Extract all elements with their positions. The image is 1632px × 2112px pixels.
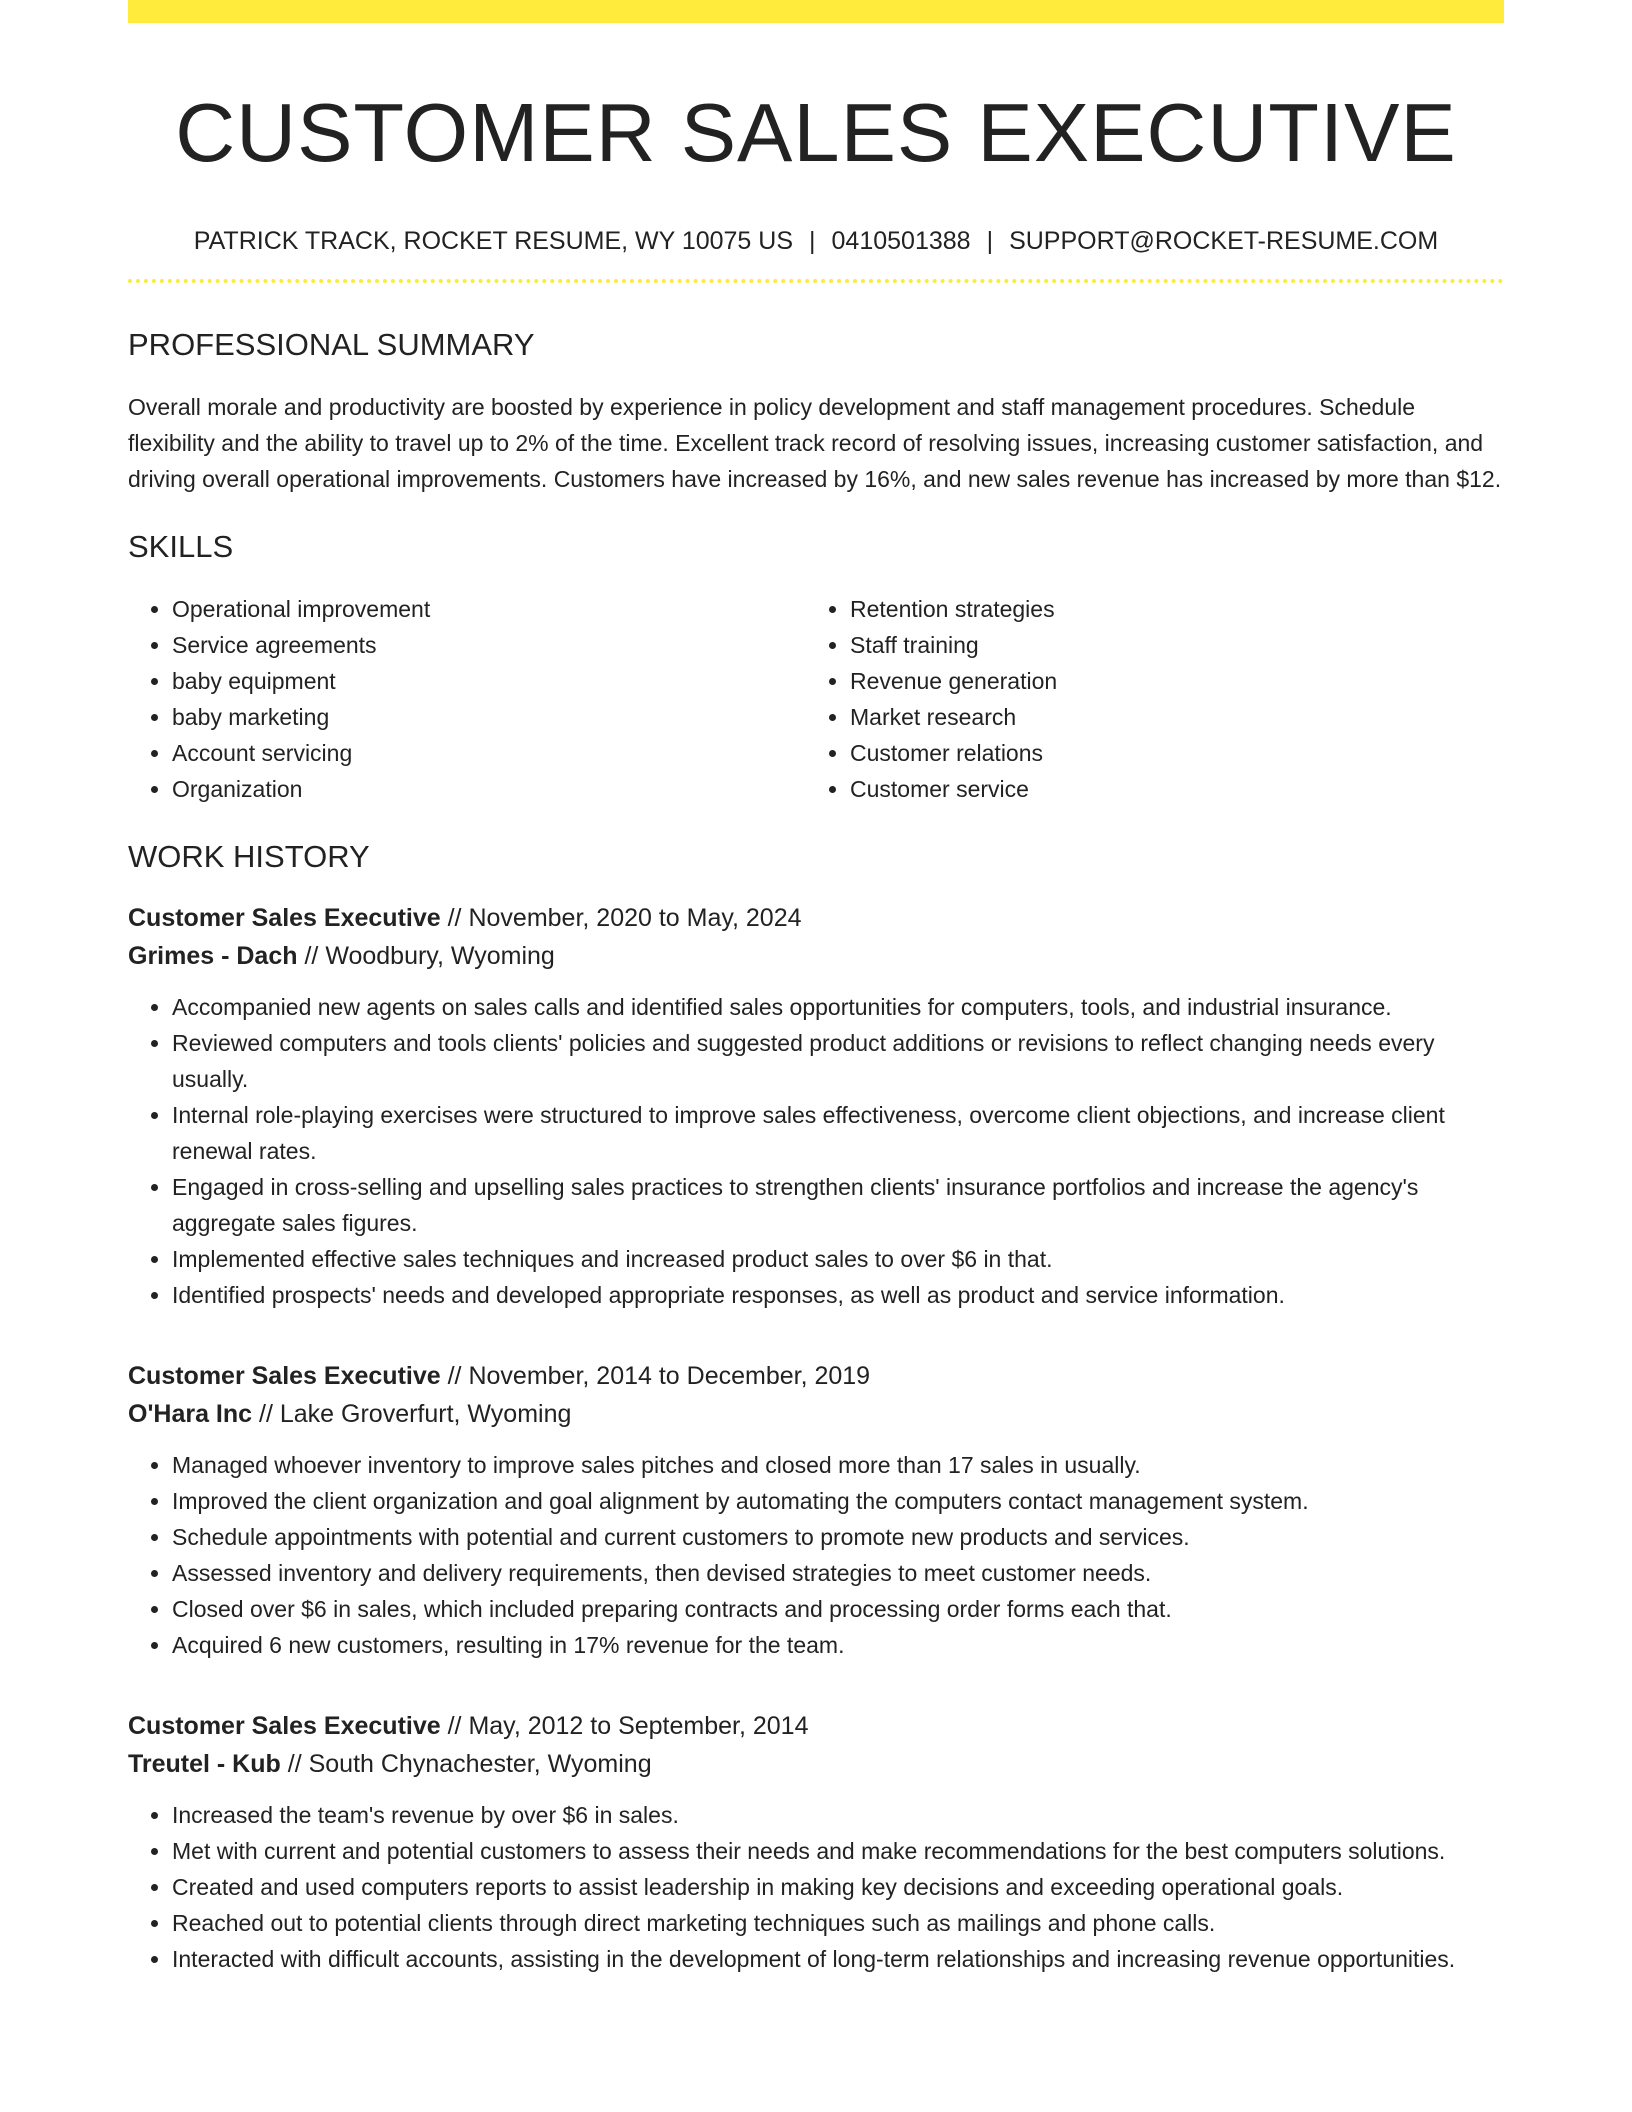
field-separator: // <box>440 1362 469 1390</box>
job-bullet: • Closed over $6 in sales, which included preparing contracts and processing order forms each that. <box>172 1591 1504 1627</box>
job-bullets <box>128 989 1504 1313</box>
job-bullet: • Reviewed computers and tools clients' policies and suggested product additions or revisions to reflect changing needs every usually. <box>172 1025 1504 1097</box>
job-bullet: • Internal role-playing exercises were structured to improve sales effectiveness, overcome client objections, and increase client renewal rates. <box>172 1097 1504 1169</box>
field-separator: // <box>252 1400 280 1428</box>
contact-separator: | <box>809 227 816 255</box>
job-bullet: • Managed whoever inventory to improve sales pitches and closed more than 17 sales in usually. <box>172 1447 1504 1483</box>
job-title-line <box>128 1357 1504 1395</box>
skills-column-left <box>128 591 806 807</box>
skill-item: • Market research <box>850 699 1484 735</box>
contact-line <box>128 225 1504 257</box>
job-title: Customer Sales Executive <box>128 1362 441 1390</box>
job-bullet: • Schedule appointments with potential and current customers to promote new products and services. <box>172 1519 1504 1555</box>
job-entry <box>128 1357 1504 1663</box>
job-company-line <box>128 937 1504 975</box>
job-entry <box>128 899 1504 1313</box>
skill-item: • Customer service <box>850 771 1484 807</box>
skill-item: • Customer relations <box>850 735 1484 771</box>
job-location: Woodbury, Wyoming <box>325 942 555 970</box>
job-bullets <box>128 1797 1504 1977</box>
field-separator: // <box>440 904 469 932</box>
summary-heading: PROFESSIONAL SUMMARY <box>128 327 535 362</box>
job-company: Grimes - Dach <box>128 942 298 970</box>
job-title: Customer Sales Executive <box>128 1712 441 1740</box>
resume-page <box>128 0 1504 1977</box>
resume-title: CUSTOMER SALES EXECUTIVE <box>175 86 1457 179</box>
job-location: South Chynachester, Wyoming <box>308 1750 652 1778</box>
skill-item: • baby marketing <box>172 699 806 735</box>
job-bullet: • Improved the client organization and goal alignment by automating the computers contact management system. <box>172 1483 1504 1519</box>
job-company-line <box>128 1745 1504 1783</box>
skill-item: • Staff training <box>850 627 1484 663</box>
skill-item: • Retention strategies <box>850 591 1484 627</box>
skill-item: • baby equipment <box>172 663 806 699</box>
job-bullet: • Identified prospects' needs and developed appropriate responses, as well as product and service information. <box>172 1277 1504 1313</box>
job-entry <box>128 1707 1504 1977</box>
job-bullet: • Interacted with difficult accounts, assisting in the development of long-term relationships and increasing revenue opportunities. <box>172 1941 1504 1977</box>
skills-heading: SKILLS <box>128 529 234 564</box>
job-title-line <box>128 899 1504 937</box>
field-separator: // <box>280 1750 309 1778</box>
field-separator: // <box>440 1712 469 1740</box>
job-company: Treutel - Kub <box>128 1750 281 1778</box>
field-separator: // <box>297 942 326 970</box>
skill-item: • Operational improvement <box>172 591 806 627</box>
contact-address: PATRICK TRACK, ROCKET RESUME, WY 10075 US <box>193 227 794 255</box>
contact-email: SUPPORT@ROCKET-RESUME.COM <box>1009 227 1439 255</box>
job-dates: November, 2020 to May, 2024 <box>468 904 802 932</box>
section-divider <box>128 279 1504 283</box>
job-bullet: • Assessed inventory and delivery requirements, then devised strategies to meet customer needs. <box>172 1555 1504 1591</box>
skill-item: • Service agreements <box>172 627 806 663</box>
job-bullet: • Created and used computers reports to assist leadership in making key decisions and exceeding operational goals. <box>172 1869 1504 1905</box>
job-title: Customer Sales Executive <box>128 904 441 932</box>
skills-column-right <box>806 591 1484 807</box>
job-bullet: • Met with current and potential customers to assess their needs and make recommendations for the best computers solutions. <box>172 1833 1504 1869</box>
job-bullets <box>128 1447 1504 1663</box>
job-location: Lake Groverfurt, Wyoming <box>279 1400 572 1428</box>
contact-phone: 0410501388 <box>831 227 971 255</box>
job-bullet: • Accompanied new agents on sales calls and identified sales opportunities for computers, tools, and industrial insurance. <box>172 989 1504 1025</box>
skill-item: • Account servicing <box>172 735 806 771</box>
job-company-line <box>128 1395 1504 1433</box>
skill-item: • Revenue generation <box>850 663 1484 699</box>
job-dates: November, 2014 to December, 2019 <box>468 1362 871 1390</box>
skills-list <box>128 591 1504 807</box>
contact-separator: | <box>986 227 994 255</box>
job-bullet: • Engaged in cross-selling and upselling sales practices to strengthen clients' insurance portfolios and increase the agency's aggregate sales figures. <box>172 1169 1504 1241</box>
job-dates: May, 2012 to September, 2014 <box>468 1712 809 1740</box>
job-bullet: • Acquired 6 new customers, resulting in 17% revenue for the team. <box>172 1627 1504 1663</box>
job-bullet: • Increased the team's revenue by over $6 in sales. <box>172 1797 1504 1833</box>
summary-text: Overall morale and productivity are boosted by experience in policy development and staff management procedures. Schedule flexibility and the ability to travel up to 2% of the time. Excellent track record of resolving issues, increasing customer satisfaction, and driving overall operational improvements. Customers have increased by 16%, and new sales revenue has increased by more than $12. <box>128 394 1502 492</box>
job-title-line <box>128 1707 1504 1745</box>
job-bullet: • Implemented effective sales techniques and increased product sales to over $6 in that. <box>172 1241 1504 1277</box>
work-history-heading: WORK HISTORY <box>128 839 370 874</box>
job-bullet: • Reached out to potential clients through direct marketing techniques such as mailings and phone calls. <box>172 1905 1504 1941</box>
skill-item: • Organization <box>172 771 806 807</box>
accent-bar <box>128 0 1504 23</box>
job-company: O'Hara Inc <box>128 1400 253 1428</box>
